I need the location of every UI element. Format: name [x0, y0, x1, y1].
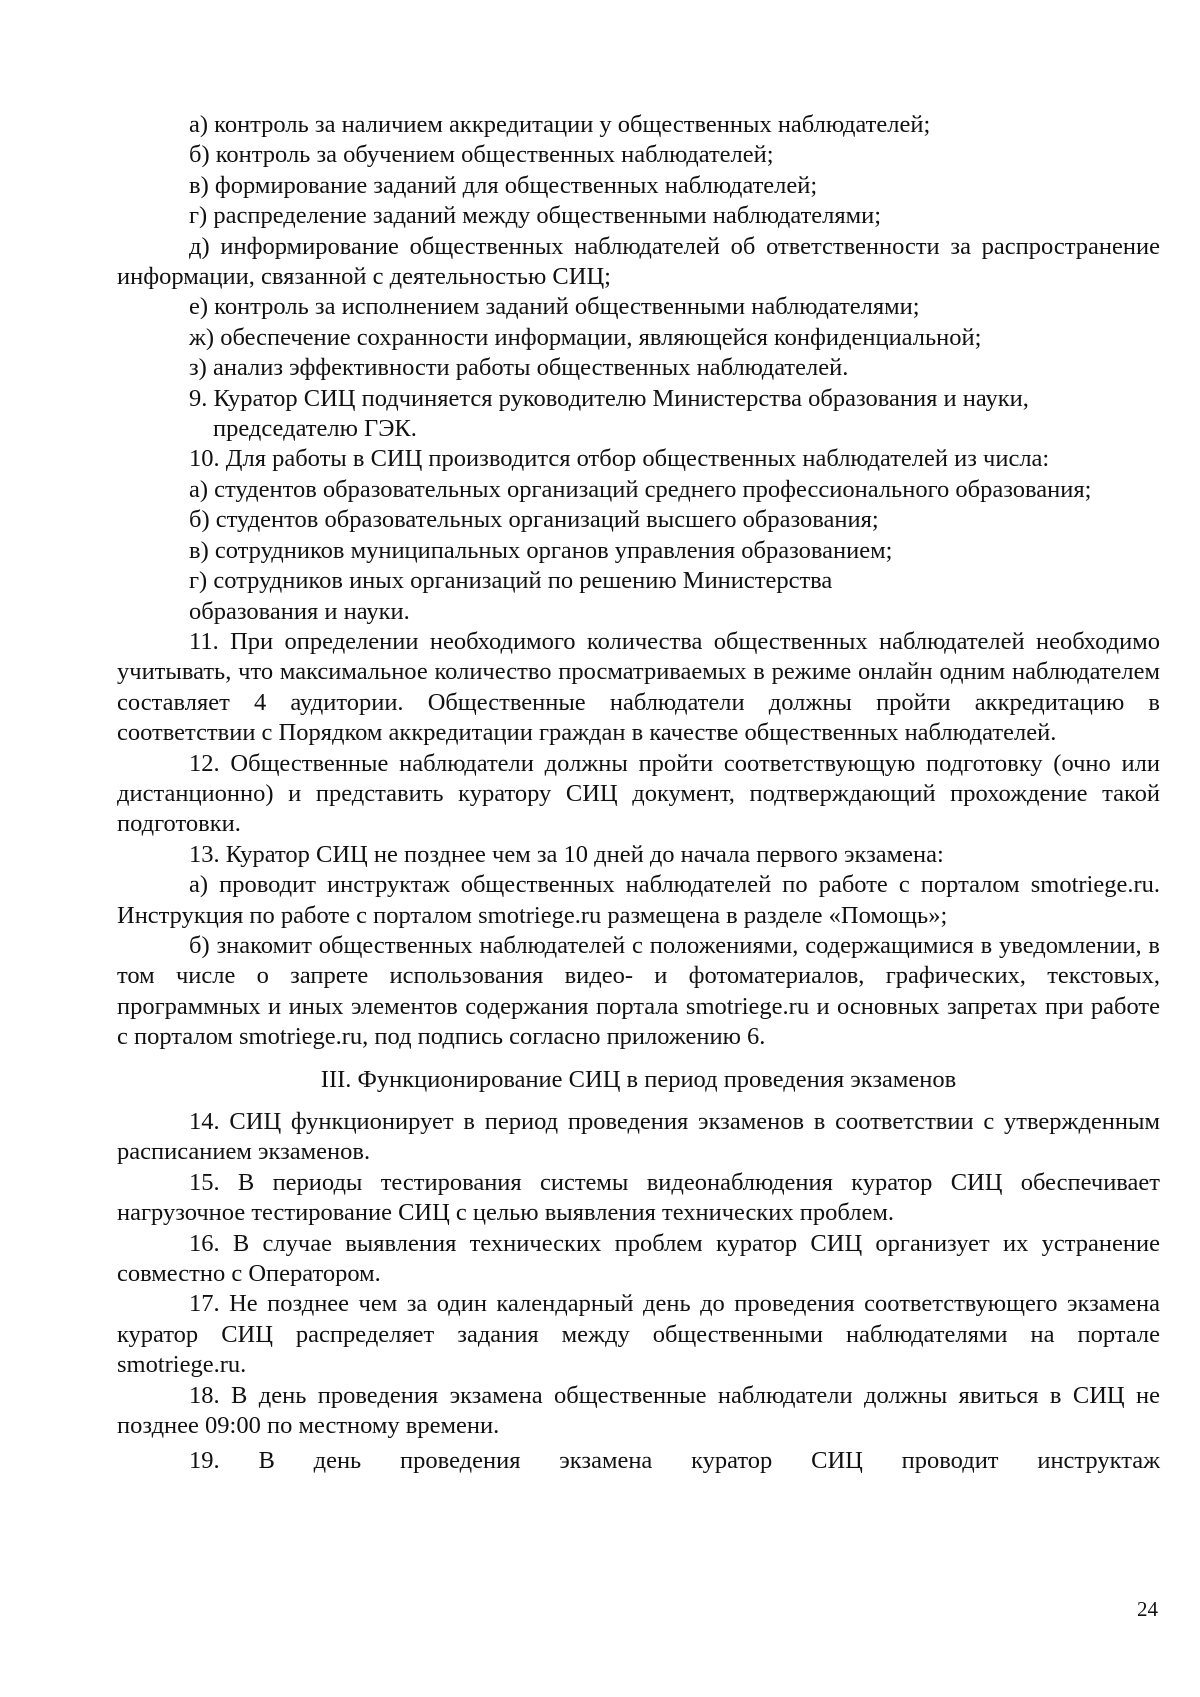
list-item: з) анализ эффективности работы общественных наблюдателей.: [189, 354, 849, 382]
section-heading: III. Функционирование СИЦ в период проведения экзаменов: [320, 1065, 957, 1093]
clause-18: 18. В день проведения экзамена общественные наблюдатели должны явиться в СИЦ не позднее 09:00 по местному времени.: [117, 1381, 1160, 1440]
clause-11: 11. При определении необходимого количества общественных наблюдателей необходимо учитывать, что максимальное количество просматриваемых в режиме онлайн одним наблюдателем составляет 4 аудитории. Общественные наблюдатели должны пройти аккредитацию в соответствии с Порядком аккредитации граждан в качестве общественных наблюдателей.: [117, 627, 1160, 747]
clause-19: 19. В день проведения экзамена куратор СИЦ проводит инструктаж: [189, 1447, 1160, 1475]
clause-10-item-g-line2: образования и науки.: [189, 597, 410, 625]
list-item: в) формирование заданий для общественных наблюдателей;: [189, 171, 818, 199]
list-item: а) контроль за наличием аккредитации у общественных наблюдателей;: [189, 111, 931, 138]
clause-13-item-b: б) знакомит общественных наблюдателей с положениями, содержащимися в уведомлении, в том числе о запрете использования видео- и фотоматериалов, графических, текстовых, программных и иных элементов содержания портала smotriege.ru и основных запретах при работе с порталом smotriege.ru, под подпись согласно приложению 6.: [117, 931, 1160, 1051]
clause-10-item-b: б) студентов образовательных организаций высшего образования;: [189, 506, 879, 534]
clause-12: 12. Общественные наблюдатели должны пройти соответствующую подготовку (очно или дистанционно) и представить куратору СИЦ документ, подтверждающий прохождение такой подготовки.: [117, 749, 1160, 838]
clause-10-item-v: в) сотрудников муниципальных органов управления образованием;: [189, 536, 893, 564]
clause-9-line2: председателю ГЭК.: [213, 415, 417, 443]
list-item: д) информирование общественных наблюдателей об ответственности за распространение информации, связанной с деятельностью СИЦ;: [117, 232, 1160, 291]
clause-13-item-a: а) проводит инструктаж общественных наблюдателей по работе с порталом smotriege.ru. Инструкция по работе с порталом smotriege.ru размещена в разделе «Помощь»;: [117, 871, 1160, 929]
clause-15: 15. В периоды тестирования системы видеонаблюдения куратор СИЦ обеспечивает нагрузочное тестирование СИЦ с целью выявления технических проблем.: [117, 1168, 1160, 1227]
clause-14: 14. СИЦ функционирует в период проведения экзаменов в соответствии с утвержденным расписанием экзаменов.: [117, 1108, 1160, 1166]
clause-10-item-g-line1: г) сотрудников иных организаций по решению Министерства: [189, 567, 833, 595]
clause-10-intro: 10. Для работы в СИЦ производится отбор общественных наблюдателей из числа:: [189, 445, 1050, 473]
clause-16: 16. В случае выявления технических проблем куратор СИЦ организует их устранение совместно с Оператором.: [117, 1229, 1160, 1288]
list-item: е) контроль за исполнением заданий общественными наблюдателями;: [189, 293, 920, 321]
clause-9-line1: 9. Куратор СИЦ подчиняется руководителю Министерства образования и науки,: [189, 384, 1029, 412]
list-item: г) распределение заданий между общественными наблюдателями;: [189, 202, 882, 230]
list-item: ж) обеспечение сохранности информации, являющейся конфиденциальной;: [189, 323, 982, 351]
document-page: [117, 110, 1160, 1477]
clause-10-item-a: а) студентов образовательных организаций среднего профессионального образования;: [189, 475, 1092, 503]
clause-17: 17. Не позднее чем за один календарный день до проведения соответствующего экзамена куратор СИЦ распределяет задания между общественными наблюдателями на портале smotriege.ru.: [117, 1290, 1160, 1379]
page-number: 24: [1137, 1597, 1158, 1621]
clause-13-intro: 13. Куратор СИЦ не позднее чем за 10 дней до начала первого экзамена:: [189, 840, 944, 868]
list-item: б) контроль за обучением общественных наблюдателей;: [189, 141, 774, 169]
